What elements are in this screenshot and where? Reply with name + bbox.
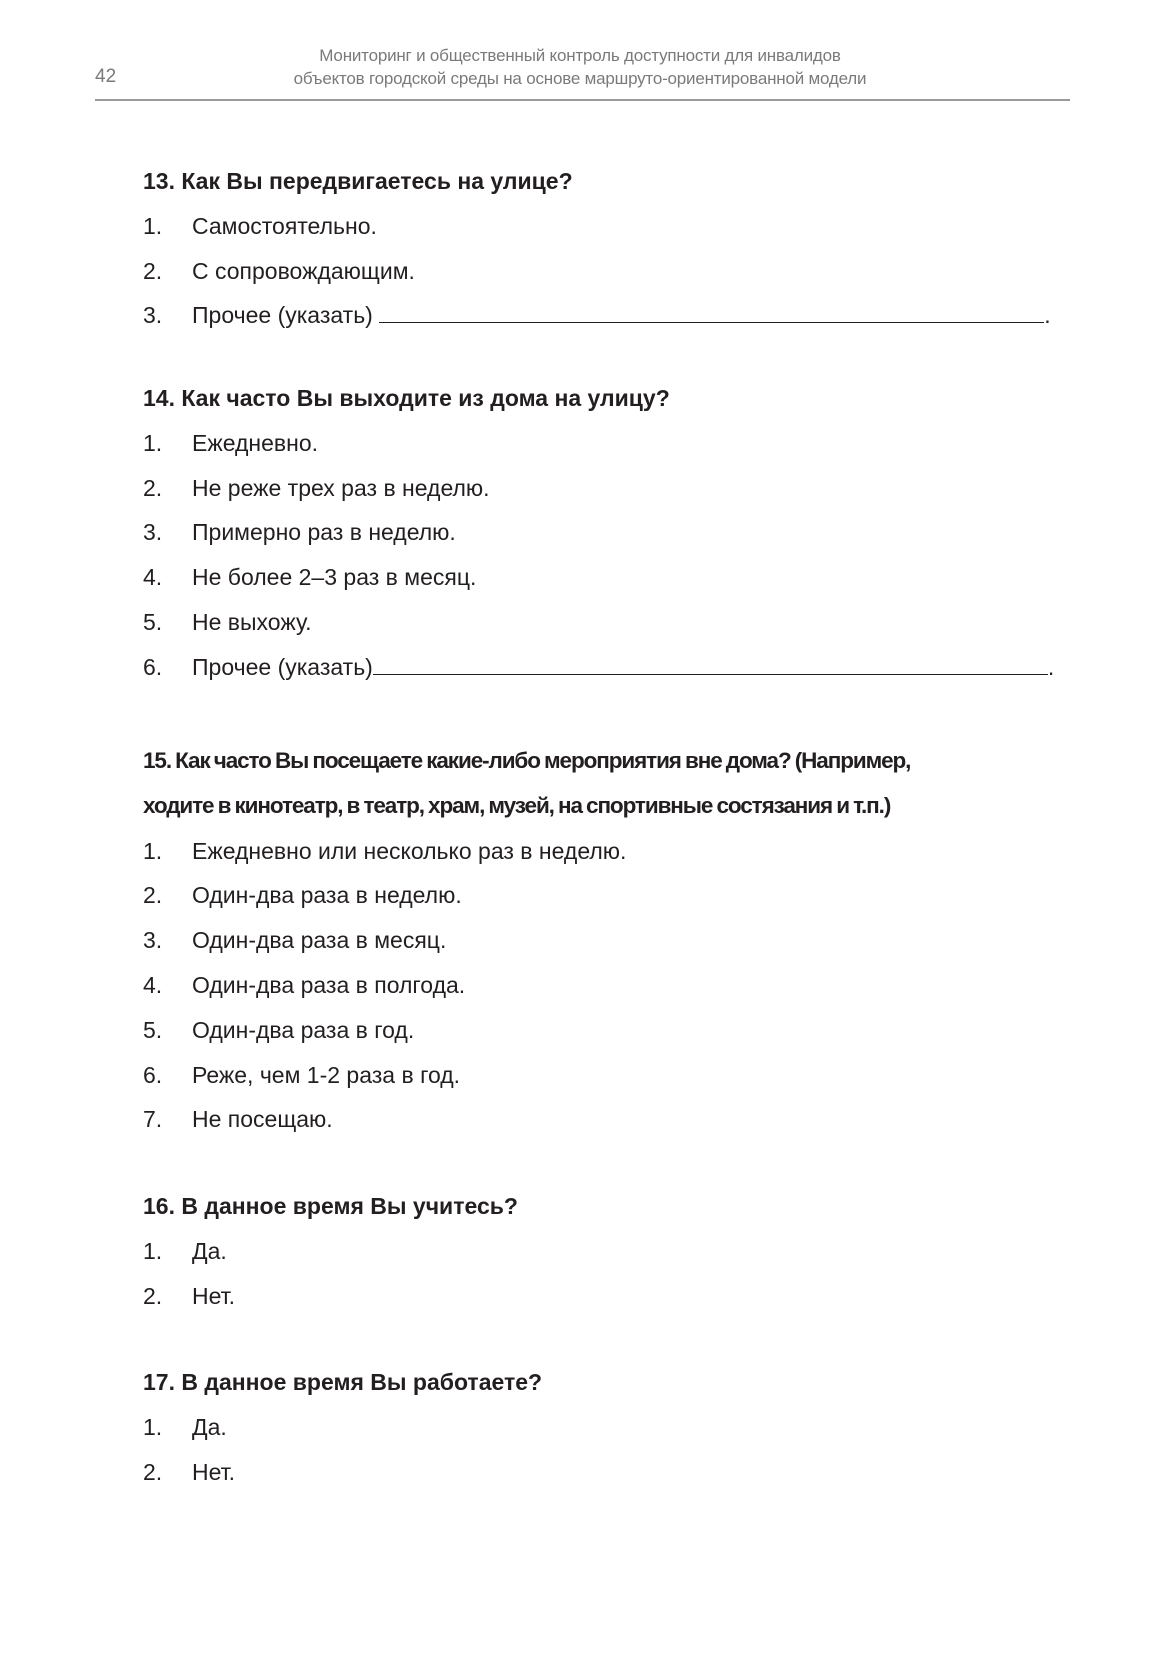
answer-list bbox=[143, 829, 1073, 1143]
option-number: 5. bbox=[143, 608, 163, 635]
option-number: 2. bbox=[143, 1458, 163, 1485]
option-number: 5. bbox=[143, 1016, 163, 1043]
option-text: Один-два раза в полгода. bbox=[192, 971, 466, 998]
option-text: Прочее (указать) bbox=[192, 302, 380, 329]
running-header-line-2: объектов городской среды на основе маршруто-ориентированной модели bbox=[293, 69, 867, 88]
option-number: 1. bbox=[143, 1413, 163, 1440]
option-number: 3. bbox=[143, 927, 163, 954]
option-number: 2. bbox=[143, 257, 163, 284]
answer-list bbox=[143, 1405, 1073, 1495]
page-number: 42 bbox=[95, 66, 117, 87]
option-number: 4. bbox=[143, 971, 163, 998]
option-text: Не выхожу. bbox=[192, 608, 312, 635]
option-number: 3. bbox=[143, 519, 163, 546]
option-text: Не более 2–3 раз в месяц. bbox=[192, 564, 477, 591]
option-text: Не реже трех раз в неделю. bbox=[192, 474, 490, 501]
answer-option[interactable] bbox=[143, 1274, 1073, 1319]
answer-option[interactable] bbox=[143, 1229, 1073, 1274]
answer-option[interactable] bbox=[143, 645, 1073, 690]
answer-option[interactable] bbox=[143, 873, 1073, 918]
option-text: Прочее (указать) bbox=[192, 653, 373, 680]
option-text: Нет. bbox=[192, 1458, 236, 1485]
answer-option[interactable] bbox=[143, 466, 1073, 511]
option-number: 2. bbox=[143, 1282, 163, 1309]
answer-option[interactable] bbox=[143, 421, 1073, 466]
answer-list bbox=[143, 1229, 1073, 1319]
option-end: . bbox=[1047, 653, 1055, 680]
option-end: . bbox=[1044, 302, 1051, 329]
question-title: 16. В данное время Вы учитесь? bbox=[143, 1193, 518, 1219]
fill-in-blank[interactable] bbox=[379, 304, 1044, 323]
answer-option[interactable] bbox=[143, 918, 1073, 963]
option-number: 1. bbox=[143, 212, 163, 239]
option-text: С сопровождающим. bbox=[192, 257, 415, 284]
option-number: 1. bbox=[143, 837, 163, 864]
option-number: 1. bbox=[143, 429, 163, 456]
answer-option[interactable] bbox=[143, 510, 1073, 555]
running-header bbox=[250, 44, 910, 90]
answer-option[interactable] bbox=[143, 1053, 1073, 1098]
option-text: Один-два раза в месяц. bbox=[192, 927, 447, 954]
question-13 bbox=[143, 159, 1073, 338]
option-text: Да. bbox=[192, 1413, 227, 1440]
answer-list bbox=[143, 204, 1073, 338]
answer-option[interactable] bbox=[143, 1097, 1073, 1142]
option-number: 6. bbox=[143, 653, 163, 680]
answer-option[interactable] bbox=[143, 600, 1073, 645]
question-title: 13. Как Вы передвигаетесь на улице? bbox=[143, 168, 573, 194]
question-title: 14. Как часто Вы выходите из дома на улицу? bbox=[143, 385, 670, 411]
option-text: Ежедневно. bbox=[192, 429, 319, 456]
question-title-line-1: 15. Как часто Вы посещаете какие-либо мероприятия вне дома? (Например, bbox=[143, 748, 911, 773]
answer-option[interactable] bbox=[143, 1405, 1073, 1450]
answer-option[interactable] bbox=[143, 963, 1073, 1008]
question-title-line-2: ходите в кинотеатр, в театр, храм, музей, на спортивные состязания и т.п.) bbox=[143, 792, 891, 818]
option-text: Самостоятельно. bbox=[192, 212, 377, 239]
option-text: Не посещаю. bbox=[192, 1106, 333, 1133]
option-number: 1. bbox=[143, 1237, 163, 1264]
answer-option[interactable] bbox=[143, 1450, 1073, 1495]
question-title: 17. В данное время Вы работаете? bbox=[143, 1369, 543, 1395]
question-14 bbox=[143, 376, 1073, 690]
answer-option[interactable] bbox=[143, 829, 1073, 874]
option-text: Ежедневно или несколько раз в неделю. bbox=[192, 837, 627, 864]
option-number: 2. bbox=[143, 474, 163, 501]
option-number: 2. bbox=[143, 882, 163, 909]
question-15 bbox=[143, 739, 1073, 1142]
option-number: 4. bbox=[143, 564, 163, 591]
answer-option[interactable] bbox=[143, 1008, 1073, 1053]
answer-option[interactable] bbox=[143, 249, 1073, 294]
fill-in-blank[interactable] bbox=[373, 656, 1048, 675]
option-text: Нет. bbox=[192, 1282, 236, 1309]
question-16 bbox=[143, 1184, 1073, 1318]
option-text: Реже, чем 1-2 раза в год. bbox=[192, 1061, 461, 1088]
option-number: 6. bbox=[143, 1061, 163, 1088]
option-number: 7. bbox=[143, 1106, 163, 1133]
option-text: Примерно раз в неделю. bbox=[192, 519, 456, 546]
answer-option[interactable] bbox=[143, 293, 1073, 338]
answer-list bbox=[143, 421, 1073, 690]
answer-option[interactable] bbox=[143, 555, 1073, 600]
option-number: 3. bbox=[143, 302, 163, 329]
option-text: Да. bbox=[192, 1237, 227, 1264]
option-text: Один-два раза в год. bbox=[192, 1016, 415, 1043]
header-rule bbox=[95, 99, 1070, 101]
question-17 bbox=[143, 1360, 1073, 1494]
answer-option[interactable] bbox=[143, 204, 1073, 249]
running-header-line-1: Мониторинг и общественный контроль доступности для инвалидов bbox=[319, 46, 841, 65]
option-text: Один-два раза в неделю. bbox=[192, 882, 462, 909]
